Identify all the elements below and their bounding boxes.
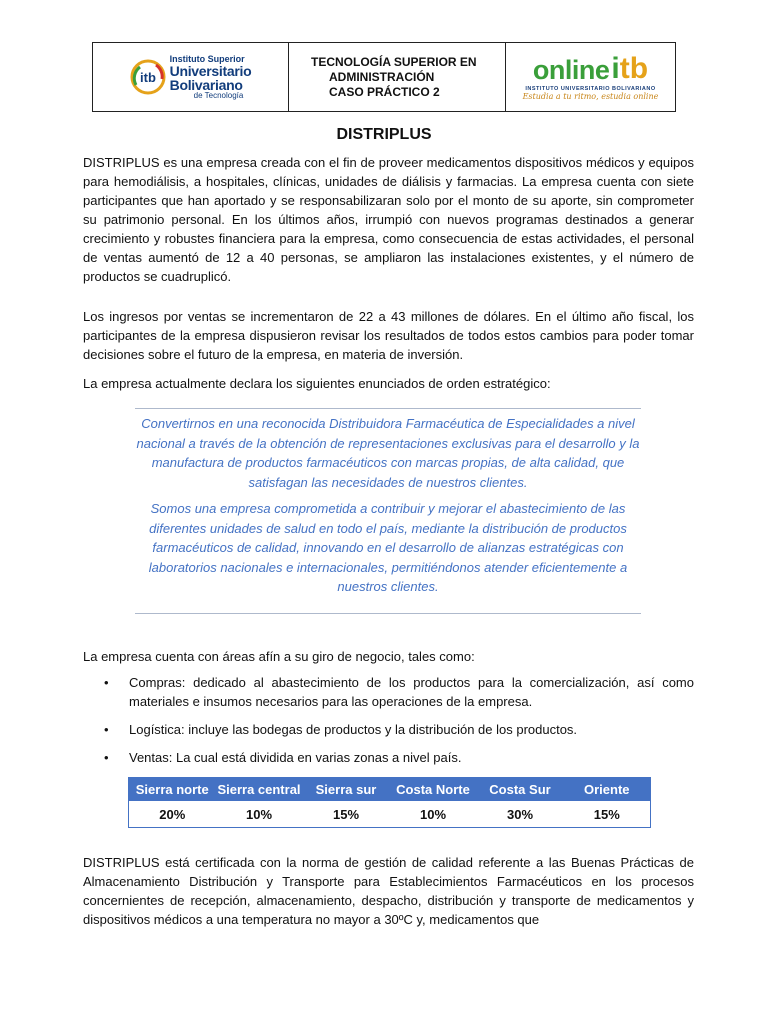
table-header-cell: Costa Norte xyxy=(390,778,477,802)
program-title: TECNOLOGÍA SUPERIOR EN xyxy=(311,54,477,69)
table-cell: 10% xyxy=(245,806,273,822)
institute-line-4: de Tecnología xyxy=(193,90,244,100)
institute-logo-cell xyxy=(93,43,289,111)
itb-institute-logo xyxy=(130,55,252,100)
institute-name xyxy=(170,55,252,100)
table-header-cell: Sierra central xyxy=(216,778,303,802)
areas-intro-paragraph: La empresa cuenta con áreas afín a su giro de negocio, tales como: xyxy=(83,649,475,664)
list-item-text: Logística: incluye las bodegas de productos y la distribución de los productos. xyxy=(129,722,578,737)
institute-line-3: Bolivariano xyxy=(169,76,243,93)
online-itb-logo xyxy=(522,51,659,101)
document-title: DISTRIPLUS xyxy=(336,126,432,143)
table-row xyxy=(129,801,651,828)
program-subtitle: ADMINISTRACIÓN xyxy=(329,69,435,84)
online-logo-subtitle: INSTITUTO UNIVERSITARIO BOLIVARIANO xyxy=(525,85,656,92)
itb-circle-logo-icon xyxy=(130,59,166,95)
table-cell: 30% xyxy=(506,806,534,822)
intro-paragraph: DISTRIPLUS es una empresa creada con el fin de proveer medicamentos dispositivos médicos y equipos para hemodiálisis, a hospitales, clínicas, unidades de diálisis y farmacias. La empresa cuenta con siete participantes que han aportado y se responsabilizaran solo por el monto de su aporte, sin comprometer su patrimonio personal. En los últimos años, irrumpió con nuevos programas destinados a generar crecimiento y robustes financiera para la empresa, como consecuencia de estas actividades, el personal de ventas aumentó de 12 a 40 personas, se ampliaron las instalaciones existentes, y el número de productos se cuadruplicó. xyxy=(83,155,694,284)
bullet-icon: • xyxy=(104,750,109,765)
mission-statement: Somos una empresa comprometida a contribuir y mejorar el abastecimiento de las diferentes unidades de salud en todo el país, mediante la distribución de productos farmacéuticos de calidad, innovando en el desarrollo de alianzas estratégicas con laboratorios nacionales e internacionales, permitiéndonos atender eficientemente a nuestros clientes. xyxy=(148,501,628,594)
online-logo-cell xyxy=(506,43,675,111)
online-logo-slogan: Estudia a tu ritmo, estudia online xyxy=(522,91,659,101)
header-center-cell xyxy=(289,43,506,111)
vision-statement: Convertirnos en una reconocida Distribuidora Farmacéutica de Especialidades a nivel nacional a través de la obtención de representaciones exclusivas para el desarrollo y la manufactura de productos farmacéuticos con marcas propias, de alta calidad, que satisfagan las necesidades de nuestros clientes. xyxy=(136,416,640,490)
list-item xyxy=(83,748,694,767)
certification-paragraph: DISTRIPLUS está certificada con la norma de gestión de calidad referente a las Buenas Prácticas de Almacenamiento Distribución y Transporte para Establecimientos Farmacéuticos en los procesos concernientes de recepción, almacenamiento, despacho, distribución y transporte de medicamentos y dispositivos médicos a una temperatura no mayor a 30ºC y, medicamentos que xyxy=(83,855,694,927)
list-item-text: Compras: dedicado al abastecimiento de los productos para la comercialización, así como materiales e insumos necesarios para las operaciones de la empresa. xyxy=(129,675,694,709)
table-cell: 10% xyxy=(419,806,447,822)
bullet-icon: • xyxy=(104,675,109,690)
table-cell: 15% xyxy=(593,806,620,822)
strategy-intro-paragraph: La empresa actualmente declara los siguientes enunciados de orden estratégico: xyxy=(83,376,551,391)
table-header-cell: Sierra norte xyxy=(129,778,216,802)
case-title: CASO PRÁCTICO 2 xyxy=(329,84,440,99)
table-cell: 15% xyxy=(332,806,360,822)
list-item xyxy=(83,720,694,739)
table-cell: 20% xyxy=(159,806,186,822)
bullet-icon: • xyxy=(104,722,109,737)
strategic-statements-quote xyxy=(135,408,641,614)
table-header-cell: Oriente xyxy=(564,778,651,802)
areas-list xyxy=(83,673,694,767)
revenue-paragraph: Los ingresos por ventas se incrementaron de 22 a 43 millones de dólares. En el último año fiscal, los participantes de la empresa dispusieron revisar los resultados de todos estos cambios para poder tomar decisiones sobre el futuro de la empresa, en materia de inversión. xyxy=(83,309,694,362)
institute-line-1: Instituto Superior xyxy=(169,53,245,64)
table-header-row xyxy=(129,778,651,802)
online-word: online xyxy=(532,54,610,85)
online-itb-mark: itb xyxy=(611,51,649,85)
sales-zones-table xyxy=(128,777,651,828)
table-header-cell: Sierra sur xyxy=(303,778,390,802)
table-header-cell: Costa Sur xyxy=(477,778,564,802)
list-item xyxy=(83,673,694,711)
svg-text:itb: itb xyxy=(139,70,156,85)
institute-line-2: Universitario xyxy=(169,62,252,79)
list-item-text: Ventas: La cual está dividida en varias zonas a nivel país. xyxy=(129,750,462,765)
document-header xyxy=(92,42,676,112)
